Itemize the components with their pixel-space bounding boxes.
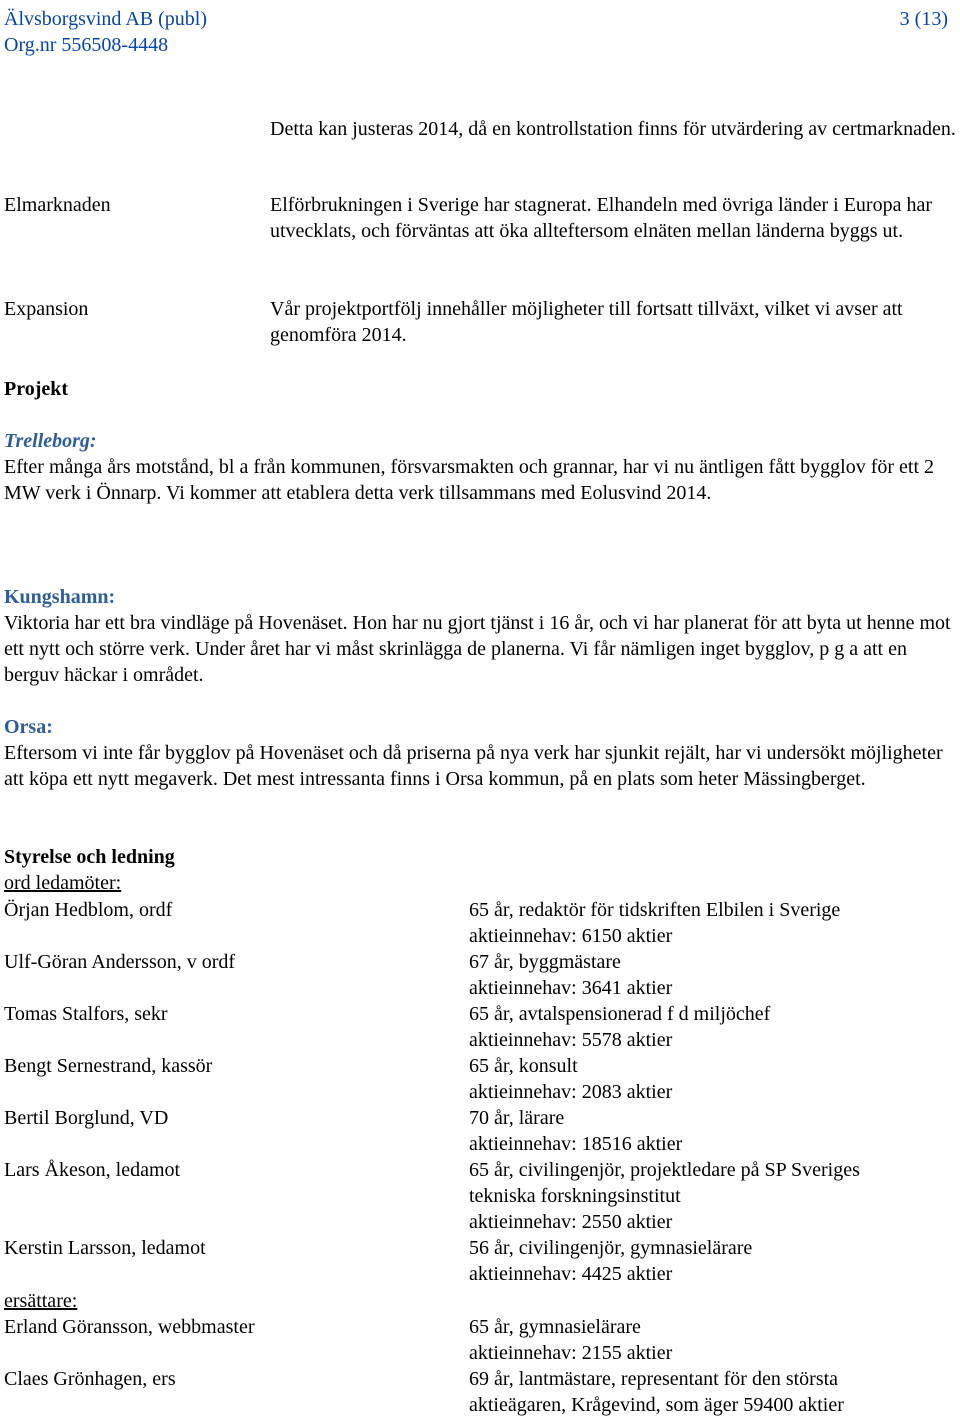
member-info-line: aktieinnehav: 2083 aktier: [469, 1081, 673, 1103]
page-number: 3 (13): [899, 8, 948, 30]
section-text-elmarknaden: Elförbrukningen i Sverige har stagnerat. Elhandeln med övriga länder i Europa har utvecklats, och förväntas att öka allteftersom elnäten mellan länderna byggs ut.: [270, 194, 932, 242]
substitute-info-line: aktieägaren, Krågevind, som äger 59400 aktier: [469, 1394, 844, 1416]
member-name: Kerstin Larsson, ledamot: [4, 1237, 206, 1259]
member-info: [469, 1235, 752, 1287]
section-label-elmarknaden: Elmarknaden: [4, 194, 111, 216]
member-info-line: aktieinnehav: 2550 aktier: [469, 1211, 673, 1233]
substitute-info-line: 65 år, gymnasielärare: [469, 1316, 641, 1338]
member-info-line: tekniska forskningsinstitut: [469, 1185, 681, 1207]
substitutes-label: ersättare:: [4, 1290, 78, 1312]
member-info-line: aktieinnehav: 18516 aktier: [469, 1133, 683, 1155]
member-info: [469, 1053, 672, 1105]
member-info: [469, 897, 840, 949]
projekt-heading: Projekt: [4, 378, 69, 400]
member-info: [469, 1001, 770, 1053]
substitute-name: Erland Göransson, webbmaster: [4, 1316, 255, 1338]
intro-paragraph: Detta kan justeras 2014, då en kontrollstation finns för utvärdering av certmarknaden.: [270, 118, 956, 140]
project-title-kungshamn: Kungshamn:: [4, 586, 116, 608]
member-info-line: 67 år, byggmästare: [469, 951, 621, 973]
member-info: [469, 949, 672, 1001]
board-heading: Styrelse och ledning: [4, 846, 175, 868]
member-name: Tomas Stalfors, sekr: [4, 1003, 168, 1025]
member-info-line: 56 år, civilingenjör, gymnasielärare: [469, 1237, 753, 1259]
substitute-info-line: aktieinnehav: 2155 aktier: [469, 1342, 673, 1364]
project-title-orsa: Orsa:: [4, 716, 53, 738]
company-name: Älvsborgsvind AB (publ): [4, 8, 207, 30]
member-name: Lars Åkeson, ledamot: [4, 1159, 181, 1181]
member-info-line: 70 år, lärare: [469, 1107, 565, 1129]
member-name: Örjan Hedblom, ordf: [4, 899, 173, 921]
section-label-expansion: Expansion: [4, 298, 89, 320]
substitute-info: [469, 1366, 844, 1418]
member-info-line: aktieinnehav: 6150 aktier: [469, 925, 673, 947]
member-info: [469, 1105, 682, 1157]
member-name: Bertil Borglund, VD: [4, 1107, 169, 1129]
member-info-line: aktieinnehav: 4425 aktier: [469, 1263, 673, 1285]
members-label: ord ledamöter:: [4, 872, 122, 894]
member-info-line: 65 år, konsult: [469, 1055, 578, 1077]
member-name: Bengt Sernestrand, kassör: [4, 1055, 213, 1077]
project-text-orsa: Eftersom vi inte får bygglov på Hovenäset och då priserna på nya verk har sjunkit rejält, har vi undersökt möjligheter att köpa ett nytt megaverk. Det mest intressanta finns i Orsa kommun, på en plats som heter Mässingberget.: [4, 742, 943, 790]
org-number: Org.nr 556508-4448: [4, 34, 169, 56]
project-title-trelleborg: Trelleborg:: [4, 430, 97, 452]
substitute-info: [469, 1314, 672, 1366]
section-text-expansion: Vår projektportfölj innehåller möjligheter till fortsatt tillväxt, vilket vi avser att genomföra 2014.: [270, 298, 903, 346]
substitute-info-line: 69 år, lantmästare, representant för den största: [469, 1368, 839, 1390]
member-info-line: aktieinnehav: 3641 aktier: [469, 977, 673, 999]
member-info-line: 65 år, avtalspensionerad f d miljöchef: [469, 1003, 771, 1025]
member-info-line: aktieinnehav: 5578 aktier: [469, 1029, 673, 1051]
substitute-name: Claes Grönhagen, ers: [4, 1368, 176, 1390]
member-name: Ulf-Göran Andersson, v ordf: [4, 951, 236, 973]
member-info-line: 65 år, civilingenjör, projektledare på SP Sveriges: [469, 1159, 860, 1181]
member-info-line: 65 år, redaktör för tidskriften Elbilen i Sverige: [469, 899, 841, 921]
project-text-kungshamn: Viktoria har ett bra vindläge på Hovenäset. Hon har nu gjort tjänst i 16 år, och vi har planerat för att byta ut henne mot ett nytt och större verk. Under året har vi måst skrinlägga de planerna. Vi får nämligen inget bygglov, p g a att en berguv häckar i området.: [4, 612, 951, 686]
project-text-trelleborg: Efter många års motstånd, bl a från kommunen, försvarsmakten och grannar, har vi nu äntligen fått bygglov för ett 2 MW verk i Önnarp. Vi kommer att etablera detta verk tillsammans med Eolusvind 2014.: [4, 456, 935, 504]
member-info: [469, 1157, 860, 1235]
